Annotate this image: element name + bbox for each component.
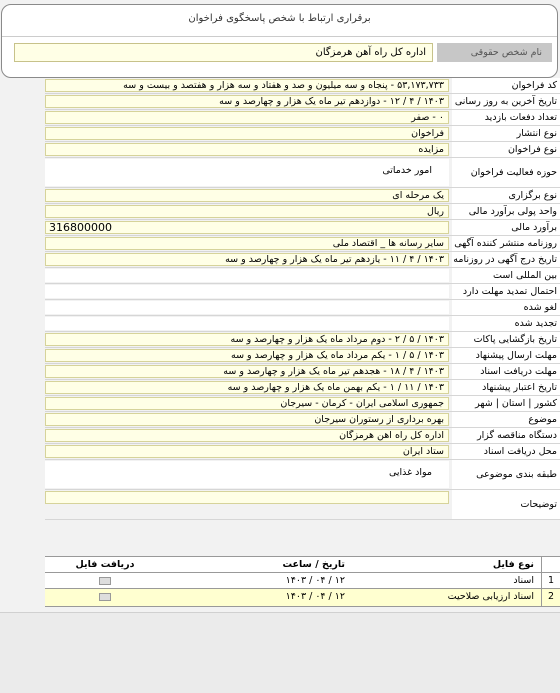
row-code: ۵۳,۱۷۳,۷۳۳ - پنجاه و سه میلیون و صد و هفتاد و سه هزار و هفتصد و بیست و سه کد فراخوان — [45, 78, 560, 94]
row-renewed: تجدید شده — [45, 316, 560, 332]
legal-person-label: نام شخص حقوقی — [437, 43, 552, 62]
row-location: جمهوری اسلامی ایران - کرمان - سیرجان کشور | استان | شهر — [45, 396, 560, 412]
header-download: دریافت فایل — [75, 559, 135, 570]
row-organizer: اداره کل راه آهن هرمزگان دستگاه مناقصه گزار — [45, 428, 560, 444]
legal-person-field[interactable]: اداره کل راه آهن هرمزگان — [14, 43, 433, 62]
row-publish-type: فراخوان نوع انتشار — [45, 126, 560, 142]
row-activity-field: امور خدماتی حوزه فعالیت فراخوان — [45, 158, 560, 188]
row-category: مواد غذایی طبقه بندی موضوعی — [45, 460, 560, 490]
download-icon[interactable] — [99, 593, 111, 601]
row-bid-validity: ۱۴۰۳ / ۱۱ / ۱ - یکم بهمن ماه یک هزار و چهارصد و سه تاریخ اعتبار پیشنهاد — [45, 380, 560, 396]
row-call-type: مزایده نوع فراخوان — [45, 142, 560, 158]
contact-panel — [1, 4, 558, 78]
header-date: تاریخ / ساعت — [282, 559, 345, 570]
row-description: توضیحات — [45, 490, 560, 520]
header-file-type: نوع فایل — [492, 559, 534, 570]
row-opening-date: ۱۴۰۳ / ۵ / ۲ - دوم مرداد ماه یک هزار و چهارصد و سه تاریخ بازگشایی پاکات — [45, 332, 560, 348]
files-table — [45, 556, 560, 607]
row-extension: احتمال تمدید مهلت دارد — [45, 284, 560, 300]
row-bid-deadline: ۱۴۰۳ / ۵ / ۱ - یکم مرداد ماه یک هزار و چهارصد و سه مهلت ارسال پیشنهاد — [45, 348, 560, 364]
file-row: 2 اسناد ارزیابی صلاحیت ۱۲ / ۰۴ / ۱۴۰۳ — [45, 589, 560, 607]
page-footer-band — [0, 612, 560, 693]
row-last-update: ۱۴۰۳ / ۴ / ۱۲ - دوازدهم تیر ماه یک هزار و چهارصد و سه تاریخ آخرین به روز رسانی — [45, 94, 560, 110]
row-docs-location: ستاد ایران محل دریافت اسناد — [45, 444, 560, 460]
row-visits: ۰ - صفر تعداد دفعات بازدید — [45, 110, 560, 126]
row-newspaper: سایر رسانه ها _ اقتصاد ملی روزنامه منتشر کننده آگهی — [45, 236, 560, 252]
download-icon[interactable] — [99, 577, 111, 585]
row-subject: بهره برداری از رستوران سیرجان موضوع — [45, 412, 560, 428]
file-row: 1 اسناد ۱۲ / ۰۴ / ۱۴۰۳ — [45, 573, 560, 589]
panel-title: برقراری ارتباط با شخص پاسخگوی فراخوان — [188, 13, 371, 24]
row-currency: ریال واحد پولی برآورد مالی — [45, 204, 560, 220]
row-ad-date: ۱۴۰۳ / ۴ / ۱۱ - یازدهم تیر ماه یک هزار و چهارصد و سه تاریخ درج آگهی در روزنامه — [45, 252, 560, 268]
row-docs-deadline: ۱۴۰۳ / ۴ / ۱۸ - هجدهم تیر ماه یک هزار و چهارصد و سه مهلت دریافت اسناد — [45, 364, 560, 380]
row-holding-type: یک مرحله ای نوع برگزاری — [45, 188, 560, 204]
row-estimate: 316800000 برآورد مالی — [45, 220, 560, 236]
files-header — [45, 557, 560, 573]
details-table — [45, 78, 560, 520]
row-cancelled: لغو شده — [45, 300, 560, 316]
panel-divider — [2, 36, 557, 37]
row-international: بین المللی است — [45, 268, 560, 284]
